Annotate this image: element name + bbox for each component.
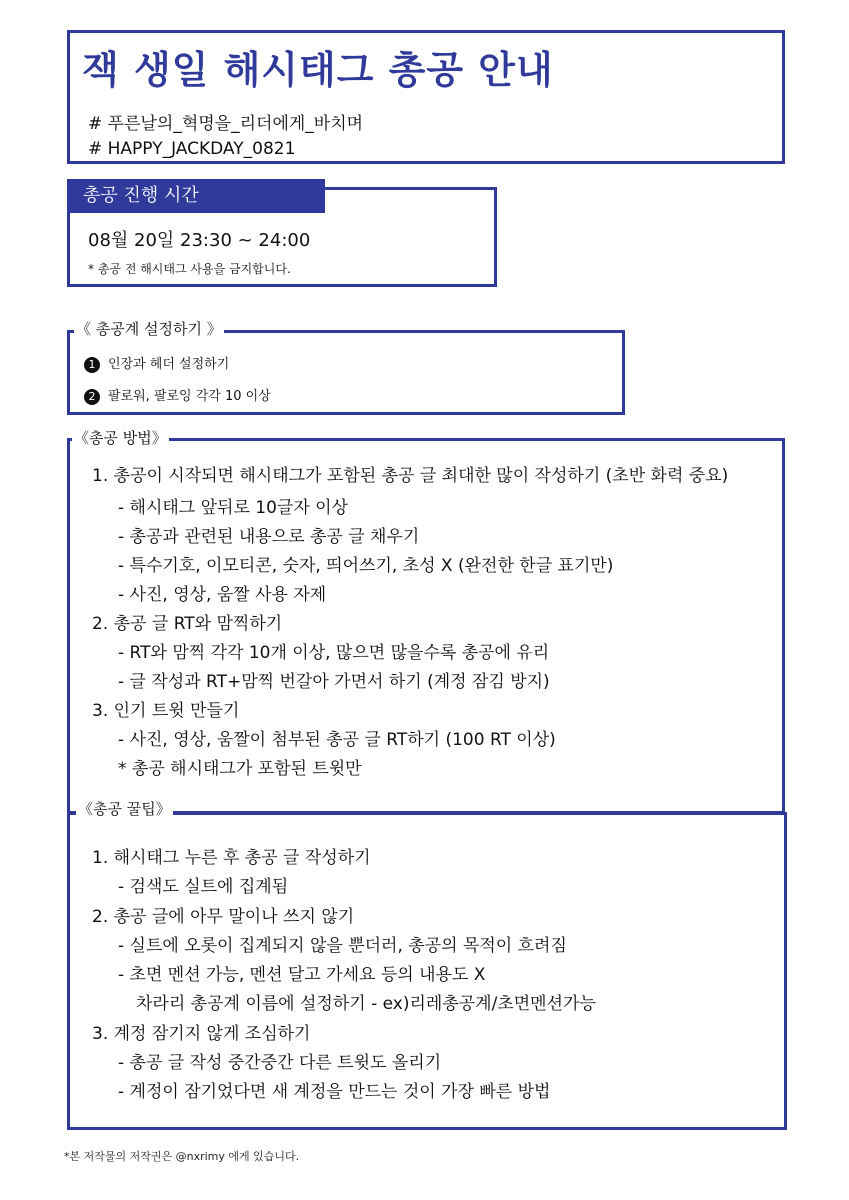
hashtag-2: # HAPPY_JACKDAY_0821 [88, 139, 296, 159]
tips-line: 2. 총공 글에 아무 말이나 쓰지 않기 [92, 907, 355, 927]
setup-label: 《 총공계 설정하기 》 [76, 320, 222, 338]
setup-item [84, 385, 271, 405]
method-line: - 사진, 영상, 움짤이 첨부된 총공 글 RT하기 (100 RT 이상) [118, 730, 556, 750]
method-line: - 사진, 영상, 움짤 사용 자제 [118, 585, 327, 605]
tips-line: - 계정이 잠기었다면 새 계정을 만드는 것이 가장 빠른 방법 [118, 1082, 551, 1102]
setup-item-text: 팔로워, 팔로잉 각각 10 이상 [108, 389, 271, 404]
copyright-footer: *본 저작물의 저작권은 @nxrimy 에게 있습니다. [64, 1150, 300, 1163]
time-header: 총공 진행 시간 [67, 179, 325, 213]
tips-line: - 실트에 오롯이 집계되지 않을 뿐더러, 총공의 목적이 흐려짐 [118, 936, 567, 956]
method-line: 2. 총공 글 RT와 맘찍하기 [92, 614, 283, 634]
tips-line: 3. 계정 잠기지 않게 조심하기 [92, 1024, 311, 1044]
setup-box [67, 330, 625, 415]
title-box [67, 30, 785, 164]
method-line: - 특수기호, 이모티콘, 숫자, 띄어쓰기, 초성 X (완전한 한글 표기만) [118, 556, 614, 576]
method-line: * 총공 해시태그가 포함된 트윗만 [118, 759, 362, 779]
number-badge: 1 [84, 357, 100, 373]
method-line: 1. 총공이 시작되면 해시태그가 포함된 총공 글 최대한 많이 작성하기 (초반 화력 중요) [92, 466, 729, 486]
time-note: * 총공 전 해시태그 사용을 금지합니다. [88, 262, 291, 276]
method-line: - 글 작성과 RT+맘찍 번갈아 가면서 하기 (계정 잠김 방지) [118, 672, 550, 692]
method-line: 3. 인기 트윗 만들기 [92, 701, 240, 721]
method-line: - RT와 맘찍 각각 10개 이상, 많으면 많을수록 총공에 유리 [118, 643, 550, 663]
tips-line: 차라리 총공계 이름에 설정하기 - ex)리레총공계/초면멘션가능 [136, 994, 596, 1014]
time-datetime: 08월 20일 23:30 ~ 24:00 [88, 230, 311, 251]
tips-box [67, 812, 787, 1130]
method-label: 《총공 방법》 [74, 429, 167, 447]
page-title: 잭 생일 해시태그 총공 안내 [82, 48, 554, 92]
number-badge: 2 [84, 389, 100, 405]
tips-line: - 총공 글 작성 중간중간 다른 트윗도 올리기 [118, 1053, 442, 1073]
tips-line: - 초면 멘션 가능, 멘션 달고 가세요 등의 내용도 X [118, 965, 486, 985]
setup-item [84, 353, 229, 373]
method-line: - 해시태그 앞뒤로 10글자 이상 [118, 498, 349, 518]
tips-line: - 검색도 실트에 집계됨 [118, 877, 289, 897]
hashtag-1: # 푸른날의_혁명을_리더에게_바치며 [88, 114, 364, 134]
method-line: - 총공과 관련된 내용으로 총공 글 채우기 [118, 527, 420, 547]
method-box [67, 438, 785, 814]
tips-label: 《총공 꿀팁》 [78, 800, 171, 818]
tips-line: 1. 해시태그 누른 후 총공 글 작성하기 [92, 848, 371, 868]
setup-item-text: 인장과 헤더 설정하기 [108, 357, 230, 372]
